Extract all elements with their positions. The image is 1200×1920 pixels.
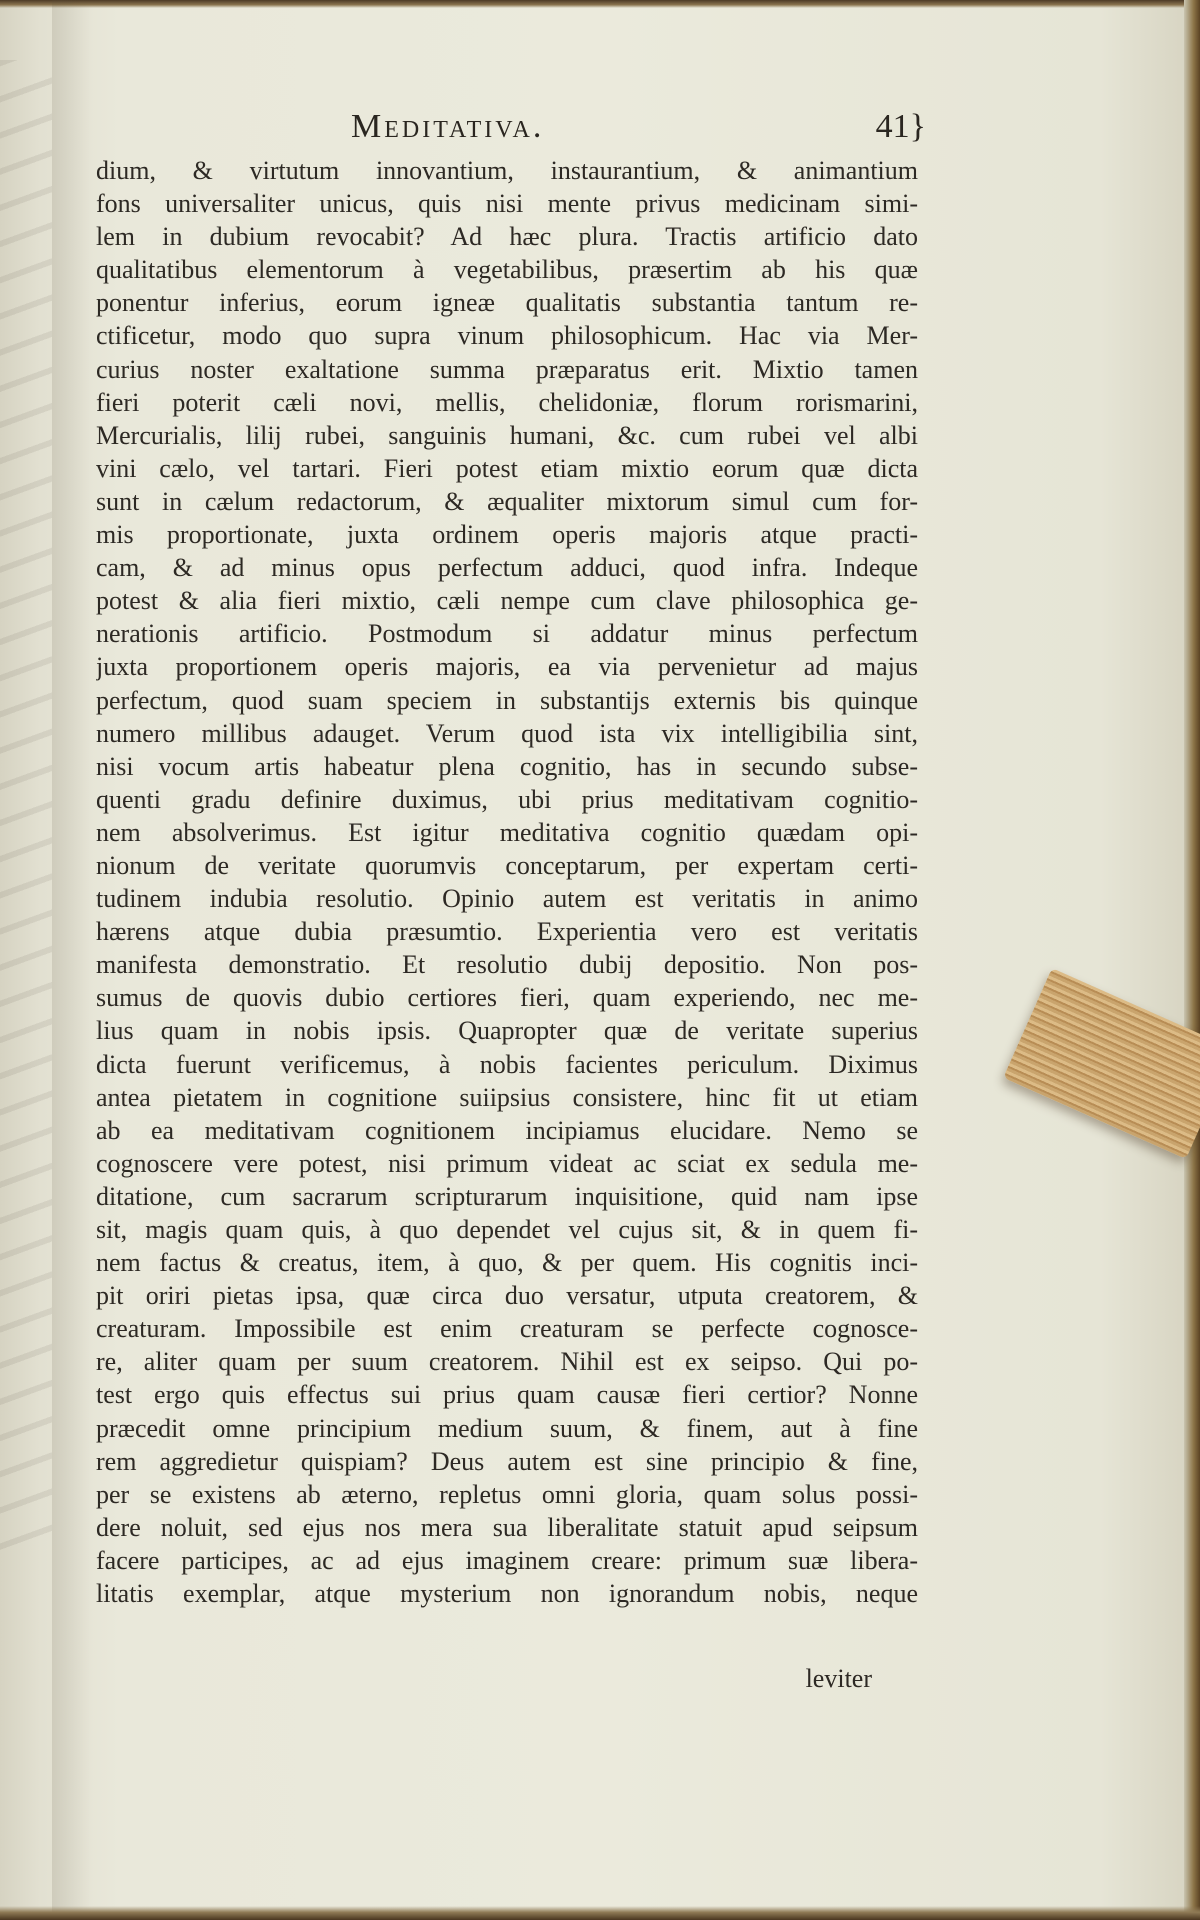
text-line: ditatione, cum sacrarum scripturarum inquisitione, quid nam ipse: [96, 1181, 918, 1211]
text-line: vini cælo, vel tartari. Fieri potest etiam mixtio eorum quæ dicta: [96, 453, 918, 483]
text-line: re, aliter quam per suum creatorem. Nihil est ex seipso. Qui po-: [96, 1347, 918, 1377]
text-line: sit, magis quam quis, à quo dependet vel cujus sit, & in quem fi-: [96, 1215, 918, 1244]
text-line: ctificetur, modo quo supra vinum philosophicum. Hac via Mer-: [96, 321, 918, 351]
text-line: lius quam in nobis ipsis. Quapropter quæ de veritate superius: [96, 1016, 918, 1046]
text-line: fons universaliter unicus, quis nisi mente privus medicinam simi-: [96, 189, 918, 219]
right-page-edge: [1184, 0, 1200, 1920]
text-line: sunt in cælum redactorum, & æqualiter mixtorum simul cum for-: [96, 486, 918, 516]
text-line: cognoscere vere potest, nisi primum videat ac sciat ex sedula me-: [96, 1148, 918, 1178]
text-line: nionum de veritate quorumvis conceptarum, per expertam certi-: [96, 850, 918, 880]
text-line: mis proportionate, juxta ordinem operis majoris atque practi-: [96, 520, 918, 550]
text-line: dium, & virtutum innovantium, instaurantium, & animantium: [96, 156, 918, 185]
text-line: qualitatibus elementorum à vegetabilibus, præsertim ab his quæ: [96, 255, 918, 285]
text-line: per se existens ab æterno, repletus omni gloria, quam solus possi-: [96, 1479, 918, 1509]
body-text: [96, 154, 918, 1610]
text-line: fieri poterit cæli novi, mellis, chelidoniæ, florum rorismarini,: [96, 387, 918, 417]
wooden-page-holder: [1003, 968, 1200, 1159]
text-line: nisi vocum artis habeatur plena cognitio, has in secundo subse-: [96, 751, 918, 781]
text-line: creaturam. Impossibile est enim creaturam se perfecte cognosce-: [96, 1314, 918, 1344]
text-line: hærens atque dubia præsumtio. Experientia vero est veritatis: [96, 917, 918, 947]
text-line: tudinem indubia resolutio. Opinio autem est veritatis in animo: [96, 884, 918, 914]
text-line: manifesta demonstratio. Et resolutio dubij depositio. Non pos-: [96, 950, 918, 980]
text-line: litatis exemplar, atque mysterium non ignorandum nobis, neque: [96, 1579, 918, 1609]
running-head: [96, 108, 926, 154]
text-line: antea pietatem in cognitione suiipsius consistere, hinc fit ut etiam: [96, 1082, 918, 1112]
text-line: dere noluit, sed ejus nos mera sua liberalitate statuit apud seipsum: [96, 1512, 918, 1542]
text-line: quenti gradu definire duximus, ubi prius meditativam cognitio-: [96, 784, 918, 814]
text-line: Mercurialis, lilij rubei, sanguinis humani, &c. cum rubei vel albi: [96, 420, 918, 450]
text-line: præcedit omne principium medium suum, & finem, aut à fine: [96, 1413, 918, 1443]
text-line: nerationis artificio. Postmodum si addatur minus perfectum: [96, 619, 918, 649]
text-line: ponentur inferius, eorum igneæ qualitatis substantia tantum re-: [96, 288, 918, 318]
page-top-edge: [0, 0, 1200, 8]
text-line: pit oriri pietas ipsa, quæ circa duo versatur, utputa creatorem, &: [96, 1281, 918, 1311]
text-line: nem factus & creatus, item, à quo, & per quem. His cognitis inci-: [96, 1248, 918, 1278]
text-line: ab ea meditativam cognitionem incipiamus elucidare. Nemo se: [96, 1115, 918, 1145]
text-line: cam, & ad minus opus perfectum adduci, quod infra. Indeque: [96, 553, 918, 583]
text-line: nem absolverimus. Est igitur meditativa cognitio quædam opi-: [96, 817, 918, 847]
gutter-shadow: [52, 0, 92, 1920]
page-number: 41}: [875, 108, 926, 145]
binding-gutter: [0, 60, 52, 1560]
text-line: curius noster exaltatione summa præparatus erit. Mixtio tamen: [96, 354, 918, 384]
text-line: test ergo quis effectus sui prius quam causæ fieri certior? Nonne: [96, 1380, 918, 1410]
text-line: numero millibus adauget. Verum quod ista vix intelligibilia sint,: [96, 718, 918, 748]
text-line: facere participes, ac ad ejus imaginem creare: primum suæ libera-: [96, 1545, 918, 1575]
text-line: dicta fuerunt verificemus, à nobis facientes periculum. Diximus: [96, 1049, 918, 1079]
page-bottom-edge: [0, 1906, 1200, 1920]
text-line: perfectum, quod suam speciem in substantijs externis bis quinque: [96, 685, 918, 715]
running-head-title: Meditativa.: [351, 108, 545, 145]
catchword: leviter: [805, 1664, 872, 1693]
text-line: potest & alia fieri mixtio, cæli nempe cum clave philosophica ge-: [96, 586, 918, 616]
text-line: juxta proportionem operis majoris, ea via pervenietur ad majus: [96, 652, 918, 682]
text-line: lem in dubium revocabit? Ad hæc plura. Tractis artificio dato: [96, 222, 918, 252]
text-line: sumus de quovis dubio certiores fieri, quam experiendo, nec me-: [96, 983, 918, 1013]
text-line: rem aggredietur quispiam? Deus autem est sine principio & fine,: [96, 1446, 918, 1476]
